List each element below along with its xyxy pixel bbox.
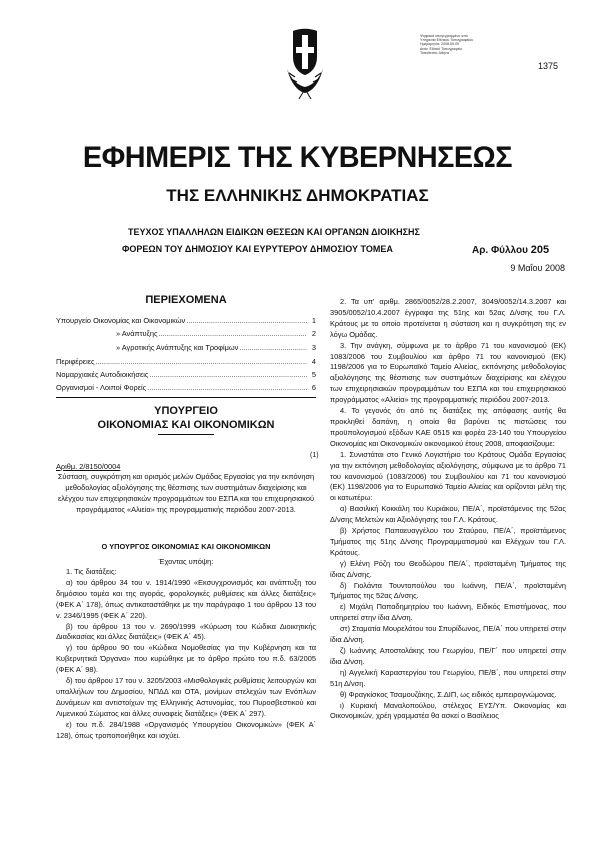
gazette-subtitle: ΤΗΣ ΕΛΛΗΝΙΚΗΣ ΔΗΜΟΚΡΑΤΙΑΣ (166, 186, 429, 205)
toc-item[interactable]: Υπουργείο Οικονομίας και Οικονομικών ..... 1 (56, 316, 316, 328)
paragraph: α) Βασιλική Κοκκάλη του Κυριάκου, ΠΕ/Α΄, προϊστάμενος της 52ας Δ/νσης Μελετών και Αξιολόγησης του Γ.Λ. Κράτους. (330, 504, 566, 525)
minister-title: Ο ΥΠΟΥΡΓΟΣ ΟΙΚΟΝΟΜΙΑΣ ΚΑΙ ΟΙΚΟΝΟΜΙΚΩΝ (101, 542, 271, 551)
decision-number: Αριθμ. 2/8150/0004 (56, 462, 121, 471)
paragraph: ε) Μιχάλη Παπαδημητρίου του Ιωάννη, Ειδικός Επιστήμονας, που υπηρετεί στην ίδια Δ/νση. (330, 602, 566, 623)
paragraph: 2. Τα υπ' αριθμ. 2865/0052/28.2.2007, 3049/0052/14.3.2007 και 3905/0052/10.4.2007 έγγραφα της 51ης και 52ας Δ/νσης του Γ.Λ. Κράτους με το οποίο προτείνεται η σύσταση και η συγκρότηση της εν λόγω Ομάδας. (330, 297, 566, 339)
sheet-number-value: 205 (530, 244, 550, 256)
paragraph: δ) Γιολάντα Τουντοπούλου του Ιωάννη, ΠΕ/Α΄, προϊσταμένη Τμήματος της 52ας Δ/νσης. (330, 580, 566, 601)
paragraph: γ) του άρθρου 90 του «Κώδικα Νομοθεσίας για την Κυβέρνηση και τα Κυβερνητικά Όργανα» που κυρώθηκε με το άρθρο πρώτο του π.δ. 63/2005 (ΦΕΚ Α΄ 98). (56, 643, 316, 675)
toc-item[interactable]: Οργανισμοί - Λοιποί Φορείς ..... 6 (56, 383, 316, 395)
paragraph: ι) Κυριακή Μαναλοπούλου, στέλεχος ΕΥΣ/Υπ. Οικονομίας και Οικονομικών, χρέη γραμματέα θα ασκεί ο Βασίλειος (330, 700, 566, 721)
toc-item[interactable]: » Αγροτικής Ανάπτυξης και Τροφίμων ..... 3 (56, 343, 316, 355)
paragraph: θ) Φραγκίσκος Τσαμουζάκης, Σ.ΔΙΠ, ως ειδικός εμπειρογνώμονας. (340, 689, 557, 699)
decision-index: (1) (310, 452, 319, 459)
paragraph: 4. Το γεγονός ότι από τις διατάξεις της απόφασης αυτής θα προκληθεί δαπάνη, η οποία θα βαρύνει τις πιστώσεις του προϋπολογισμού εξόδων ΚΑΕ 0515 και φορέα 23-140 του Υπουργείου Οικονομίας και Οικονομικών οικονομικού έτους 2008, αποφασίζουμε: (330, 406, 566, 448)
paragraph: β) του άρθρου 13 του ν. 2690/1999 «Κύρωση του Κώδικα Διοικητικής Διαδικασίας και άλλες διατάξεις» (ΦΕΚ Α΄ 45). (56, 621, 316, 642)
left-column-body (56, 567, 316, 742)
paragraph: 3. Την ανάγκη, σύμφωνα με το άρθρο 71 του κανονισμού (ΕΚ) 1083/2006 του Συμβουλίου και άρθρο 71 του κανονισμού (ΕΚ) 1198/2006 για το Ευρωπαϊκό Ταμείο Αλιείας, εκπόνησης μεθοδολογίας αξιολόγησης της θέσπισης των συστημάτων διαχείρισης και ελέγχου των επιχειρησιακών προγραμμάτων του ΕΣΠΑ και του επιχειρησιακού προγράμματος «Αλιεία» της προγραμματικής περιόδου 2007-2013. (330, 340, 566, 405)
right-column-body (330, 297, 566, 722)
issue-date: 9 Μαΐου 2008 (510, 263, 565, 273)
paragraph: β) Χρήστος Παπαευαγγέλου του Σταύρου, ΠΕ/Α΄, προϊστάμενος Τμήματος της 51ης Δ/νσης Προγραμματισμού και Ελέγχων του Γ.Λ. Κράτους. (330, 526, 566, 557)
ministry-heading: ΥΠΟΥΡΓΕΙΟ (154, 405, 218, 417)
toc-item[interactable]: » Ανάπτυξης ..... 2 (56, 329, 316, 341)
paragraph: ε) του π.δ. 284/1988 «Οργανισμός Υπουργείου Οικονομικών» (ΦΕΚ Α΄ 128), όπως τροποποιήθηκε και ισχύει. (56, 719, 316, 740)
paragraph: στ) Σταματία Μουρελάτου του Σπυρίδωνος, ΠΕ/Α΄ που υπηρετεί στην ίδια Δ/νση. (330, 624, 566, 645)
toc-item[interactable]: Περιφέρειες ..... 4 (56, 357, 316, 369)
divider (158, 434, 214, 435)
sheet-number (472, 244, 549, 256)
ministry-heading: ΟΙΚΟΝΟΜΙΑΣ ΚΑΙ ΟΙΚΟΝΟΜΙΚΩΝ (97, 419, 275, 431)
having-regard: Έχοντας υπόψη: (158, 557, 214, 566)
issue-type-line: ΦΟΡΕΩΝ ΤΟΥ ΔΗΜΟΣΙΟΥ ΚΑΙ ΕΥΡΥΤΕΡΟΥ ΔΗΜΟΣΙΟΥ ΤΟΜΕΑ (122, 244, 393, 254)
paragraph: γ) Ελένη Ρόζη του Θεοδώρου ΠΕ/Α΄, προϊσταμένη Τμήματος της ίδιας Δ/νσης. (330, 558, 566, 579)
paragraph: α) του άρθρου 34 του ν. 1914/1990 «Εκσυγχρονισμός και ανάπτυξη του δημόσιου τομέα και της αγοράς, φορολογικές ρυθμίσεις και άλλες διατάξεις» (ΦΕΚ Α΄ 178), όπως αντικαταστάθηκε με την παράγραφο 1 του άρθρου 13 του ν. 2346/1995 (ΦΕΚ Α΄ 220). (56, 577, 316, 620)
paragraph: 1. Τις διατάξεις: (66, 567, 117, 576)
digital-signature-stamp: Ψηφιακά υπογεγραμμένο από Υπηρεσία Εθνικού Τυπογραφείου Ημερομηνία: 2008.05.09 Αιτία: Εθνικό Τυπογραφείο Τοποθεσία: Αθήνα (420, 34, 474, 55)
contents-title: ΠΕΡΙΕΧΟΜΕΝΑ (145, 294, 227, 306)
sheet-label: Αρ. Φύλλου (472, 245, 528, 256)
paragraph: η) Αγγελική Καραστεργίου του Γεωργίου, ΠΕ/Β΄, που υπηρετεί στην 51η Δ/νση. (330, 667, 566, 688)
paragraph: δ) του άρθρου 17 του ν. 3205/2003 «Μισθολογικές ρυθμίσεις λειτουργών και υπαλλήλων του Δημοσίου, ΝΠΔΔ και ΟΤΑ, μονίμων στελεχών των Ενόπλων Δυνάμεων και αντιστοίχων της Ελληνικής Αστυνομίας, του Πυροσβεστικού και Λιμενικού Σώματος και άλλες συναφείς διατάξεις» (ΦΕΚ Α΄ 297). (56, 676, 316, 718)
divider (56, 397, 316, 398)
decision-summary: Σύσταση, συγκρότηση και ορισμός μελών Ομάδας Εργασίας για την εκπόνηση μεθοδολογίας αξιολόγησης της θέσπισης των συστημάτων διαχείρισης και ελέγχου των επιχειρησιακών προγραμμάτων του ΕΣΠΑ και του επιχειρησιακού προγράμματος «Αλιεία» της προγραμματικής περιόδου 2007-2013. (57, 472, 315, 514)
paragraph: 1. Συνιστάται στο Γενικό Λογιστήριο του Κράτους Ομάδα Εργασίας για την εκπόνηση μεθοδολογίας αξιολόγησης, σύμφωνα με το άρθρο 71 του κανονισμού (1083/2006) του Συμβουλίου και 71 του κανονισμού (ΕΚ) 1198/2006 για το Ευρωπαϊκό Ταμείο Αλιείας και ορίζονται μέλη της οι κατωτέρω: (330, 449, 566, 503)
greek-coat-of-arms-icon (285, 27, 325, 119)
page-number: 1375 (538, 61, 559, 71)
gazette-title: ΕΦΗΜΕΡΙΣ ΤΗΣ ΚΥΒΕΡΝΗΣΕΩΣ (82, 141, 513, 174)
paragraph: ζ) Ιωάννης Αποστολάκης του Γεωργίου, ΠΕ/Γ΄ που υπηρετεί στην ίδια Δ/νση. (330, 646, 566, 666)
toc-item[interactable]: Νομαρχιακές Αυτοδιοικήσεις ..... 5 (56, 370, 316, 382)
issue-type-line: ΤΕΥΧΟΣ ΥΠΑΛΛΗΛΩΝ ΕΙΔΙΚΩΝ ΘΕΣΕΩΝ ΚΑΙ ΟΡΓΑΝΩΝ ΔΙΟΙΚΗΣΗΣ (128, 227, 420, 237)
